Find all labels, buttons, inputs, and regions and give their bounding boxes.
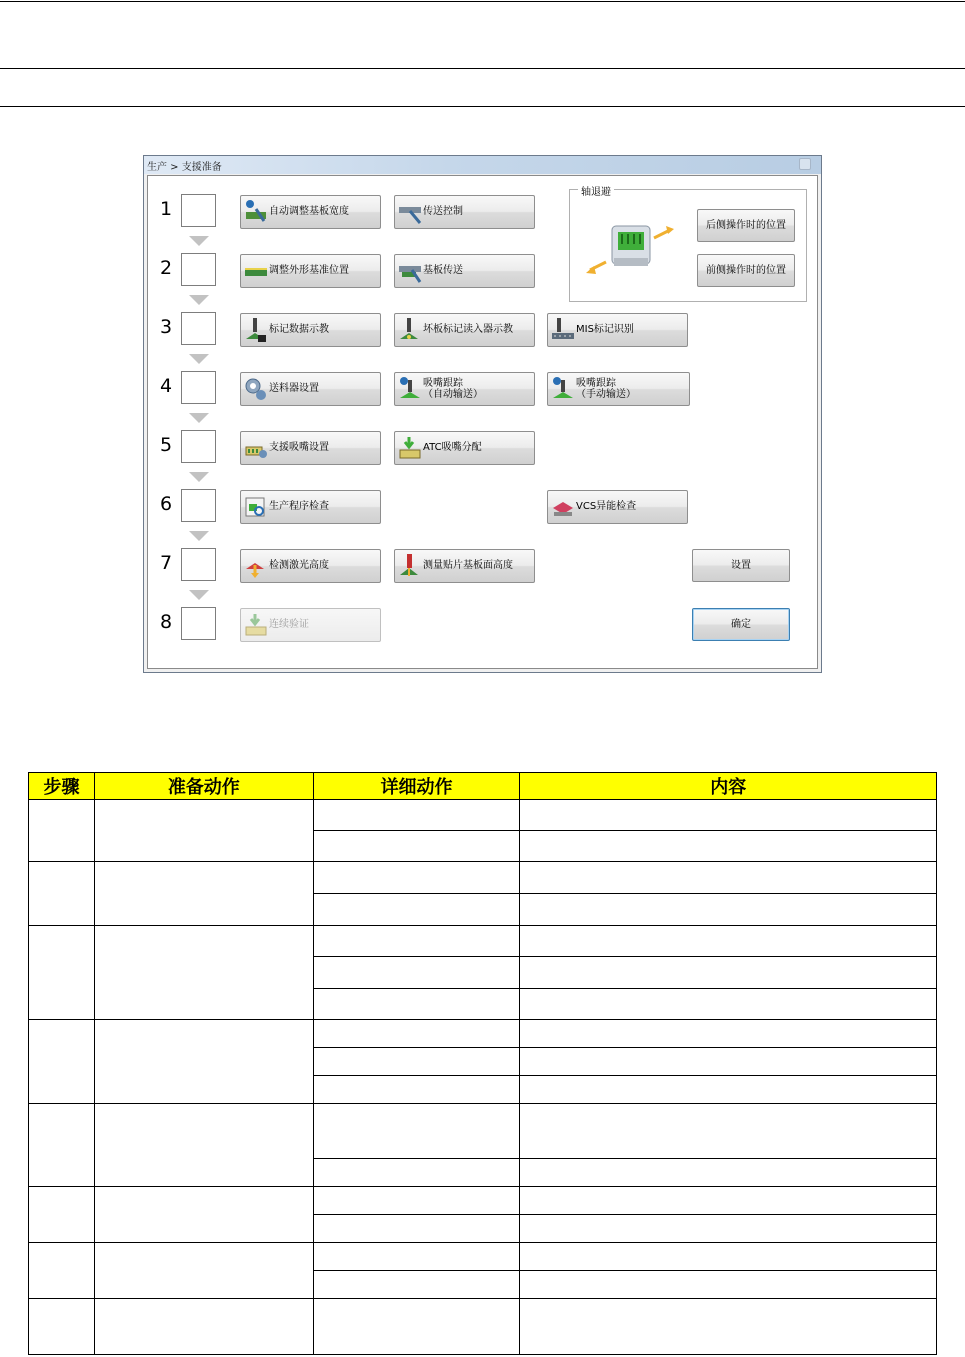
front-operation-position-button[interactable]: [697, 254, 795, 287]
table-cell: [313, 800, 520, 831]
table-cell: [520, 1076, 937, 1104]
outline-reference-icon: [244, 258, 268, 284]
header-content: 内容: [520, 773, 937, 800]
step-status-box-4: [181, 371, 216, 404]
vcs-check-icon: [551, 494, 575, 520]
button-label: 设置: [731, 560, 751, 571]
button-label: 标记数据示教: [269, 324, 329, 335]
table-row: [29, 1104, 937, 1159]
button-label: 检测激光高度: [269, 560, 329, 571]
bad-mark-reader-teach-button[interactable]: [394, 313, 535, 347]
support-preparation-dialog: [143, 155, 822, 673]
step-status-box-5: [181, 430, 216, 463]
step-number-8: 8: [159, 611, 173, 633]
conveyor-wrench-icon: [398, 199, 422, 225]
feeder-gear-icon: [244, 376, 268, 402]
table-header-row: [29, 773, 937, 800]
button-label: 测量贴片基板面高度: [423, 560, 513, 571]
table-cell: [520, 926, 937, 957]
nozzle-tracking-auto-button[interactable]: [394, 372, 535, 406]
button-label: 坏板标记读入器示教: [423, 324, 513, 335]
preparation-steps-table: [28, 772, 937, 1355]
step-status-box-2: [181, 253, 216, 286]
step-status-box-8: [181, 607, 216, 640]
step-status-box-1: [181, 194, 216, 227]
button-label: 确定: [731, 619, 751, 630]
table-cell: [313, 1299, 520, 1355]
table-cell: [313, 1076, 520, 1104]
table-cell: [520, 1243, 937, 1271]
table-cell: [29, 800, 95, 862]
button-label: 吸嘴跟踪 （手动输送）: [576, 378, 636, 400]
table-row: [29, 1299, 937, 1355]
table-cell: [313, 1048, 520, 1076]
down-arrow-icon: [189, 531, 209, 541]
support-nozzle-icon: [244, 435, 268, 461]
down-arrow-icon: [189, 354, 209, 364]
table-cell: [29, 1243, 95, 1299]
button-label: 基板传送: [423, 265, 463, 276]
button-label: ATC吸嘴分配: [423, 442, 482, 453]
down-arrow-icon: [189, 413, 209, 423]
continuous-verification-icon: [244, 612, 268, 638]
top-rule-1: [0, 1, 965, 2]
header-detail-action: 详细动作: [313, 773, 520, 800]
down-arrow-icon: [189, 236, 209, 246]
table-row: [29, 1243, 937, 1271]
top-rule-3: [0, 106, 965, 107]
table-cell: [520, 1271, 937, 1299]
atc-nozzle-assignment-button[interactable]: [394, 431, 535, 465]
table-row: [29, 1187, 937, 1215]
table-cell: [520, 1187, 937, 1215]
button-label: 吸嘴跟踪 （自动输送）: [423, 378, 483, 400]
atc-nozzle-icon: [398, 435, 422, 461]
board-transfer-icon: [398, 258, 422, 284]
button-label: 调整外形基准位置: [269, 265, 349, 276]
button-label: 支援吸嘴设置: [269, 442, 329, 453]
table-cell: [94, 1020, 313, 1104]
table-cell: [94, 1187, 313, 1243]
dialog-title: 生产 > 支援准备: [147, 162, 222, 173]
table-row: [29, 800, 937, 831]
table-cell: [313, 1271, 520, 1299]
table-cell: [94, 1104, 313, 1187]
table-cell: [29, 926, 95, 1020]
down-arrow-icon: [189, 295, 209, 305]
table-cell: [520, 1020, 937, 1048]
table-row: [29, 1020, 937, 1048]
continuous-verification-button[interactable]: [240, 608, 381, 642]
table-cell: [313, 831, 520, 862]
button-label: 后侧操作时的位置: [706, 220, 786, 231]
bad-mark-reader-icon: [398, 317, 422, 343]
table-cell: [94, 1243, 313, 1299]
table-cell: [520, 800, 937, 831]
button-label: MIS标记识别: [576, 324, 634, 335]
table-cell: [313, 1020, 520, 1048]
table-cell: [29, 1020, 95, 1104]
down-arrow-icon: [189, 590, 209, 600]
table-cell: [313, 862, 520, 894]
table-cell: [94, 800, 313, 862]
adjust-outline-reference-button[interactable]: [240, 254, 381, 288]
step-number-1: 1: [159, 198, 173, 220]
laser-height-icon: [244, 553, 268, 579]
button-label: VCS异能检查: [576, 501, 637, 512]
program-check-icon: [244, 494, 268, 520]
step-number-7: 7: [159, 552, 173, 574]
settings-button[interactable]: [692, 549, 790, 582]
step-status-box-6: [181, 489, 216, 522]
table-cell: [520, 1215, 937, 1243]
table-cell: [520, 831, 937, 862]
table-cell: [94, 862, 313, 926]
table-cell: [520, 1048, 937, 1076]
table-cell: [94, 926, 313, 1020]
close-icon[interactable]: [799, 158, 811, 170]
dialog-client-area: [147, 175, 818, 669]
table-cell: [29, 1104, 95, 1187]
group-title: 轴退避: [578, 183, 614, 198]
board-transfer-button[interactable]: [394, 254, 535, 288]
nozzle-tracking-manual-button[interactable]: [547, 372, 690, 406]
top-rule-2: [0, 68, 965, 69]
machine-axis-icon: [582, 218, 682, 280]
table-row: [29, 926, 937, 957]
support-nozzle-setup-button[interactable]: [240, 431, 381, 465]
table-cell: [94, 1299, 313, 1355]
axis-retract-group: [569, 189, 807, 302]
board-height-icon: [398, 553, 422, 579]
button-label: 传送控制: [423, 206, 463, 217]
production-program-check-button[interactable]: [240, 490, 381, 524]
feeder-setup-button[interactable]: [240, 372, 381, 406]
table-cell: [520, 1159, 937, 1187]
step-status-box-7: [181, 548, 216, 581]
table-cell: [520, 862, 937, 894]
conveyor-control-button[interactable]: [394, 195, 535, 229]
table-cell: [520, 957, 937, 989]
mark-teach-icon: [244, 317, 268, 343]
measure-mounting-board-height-button[interactable]: [394, 549, 535, 583]
table-cell: [520, 1104, 937, 1159]
table-cell: [313, 1159, 520, 1187]
mis-mark-recognition-button[interactable]: [547, 313, 688, 347]
table-cell: [29, 1187, 95, 1243]
step-number-5: 5: [159, 434, 173, 456]
table-cell: [520, 1299, 937, 1355]
step-number-3: 3: [159, 316, 173, 338]
header-preparation-action: 准备动作: [94, 773, 313, 800]
step-number-2: 2: [159, 257, 173, 279]
table-cell: [313, 894, 520, 926]
table-cell: [520, 894, 937, 926]
ok-button[interactable]: [692, 608, 790, 641]
vcs-anomaly-check-button[interactable]: [547, 490, 688, 524]
step-status-box-3: [181, 312, 216, 345]
table-cell: [313, 1187, 520, 1215]
table-cell: [313, 926, 520, 957]
rear-operation-position-button[interactable]: [697, 209, 795, 242]
button-label: 连续验证: [269, 619, 309, 630]
button-label: 自动调整基板宽度: [269, 206, 349, 217]
button-label: 前侧操作时的位置: [706, 265, 786, 276]
step-number-4: 4: [159, 375, 173, 397]
down-arrow-icon: [189, 472, 209, 482]
table-cell: [520, 989, 937, 1020]
button-label: 生产程序检查: [269, 501, 329, 512]
table-cell: [313, 989, 520, 1020]
table-cell: [313, 1243, 520, 1271]
button-label: 送料器设置: [269, 383, 319, 394]
table-cell: [29, 862, 95, 926]
table-cell: [313, 957, 520, 989]
nozzle-tracking-manual-icon: [551, 376, 575, 402]
table-cell: [313, 1104, 520, 1159]
step-number-6: 6: [159, 493, 173, 515]
nozzle-tracking-auto-icon: [398, 376, 422, 402]
dialog-titlebar[interactable]: [144, 156, 821, 174]
laser-height-detection-button[interactable]: [240, 549, 381, 583]
header-step: 步骤: [29, 773, 95, 800]
table-row: [29, 862, 937, 894]
mark-data-teach-button[interactable]: [240, 313, 381, 347]
table-cell: [29, 1299, 95, 1355]
mis-mark-icon: [551, 317, 575, 343]
table-cell: [313, 1215, 520, 1243]
board-width-icon: [244, 199, 268, 225]
auto-adjust-board-width-button[interactable]: [240, 195, 381, 229]
